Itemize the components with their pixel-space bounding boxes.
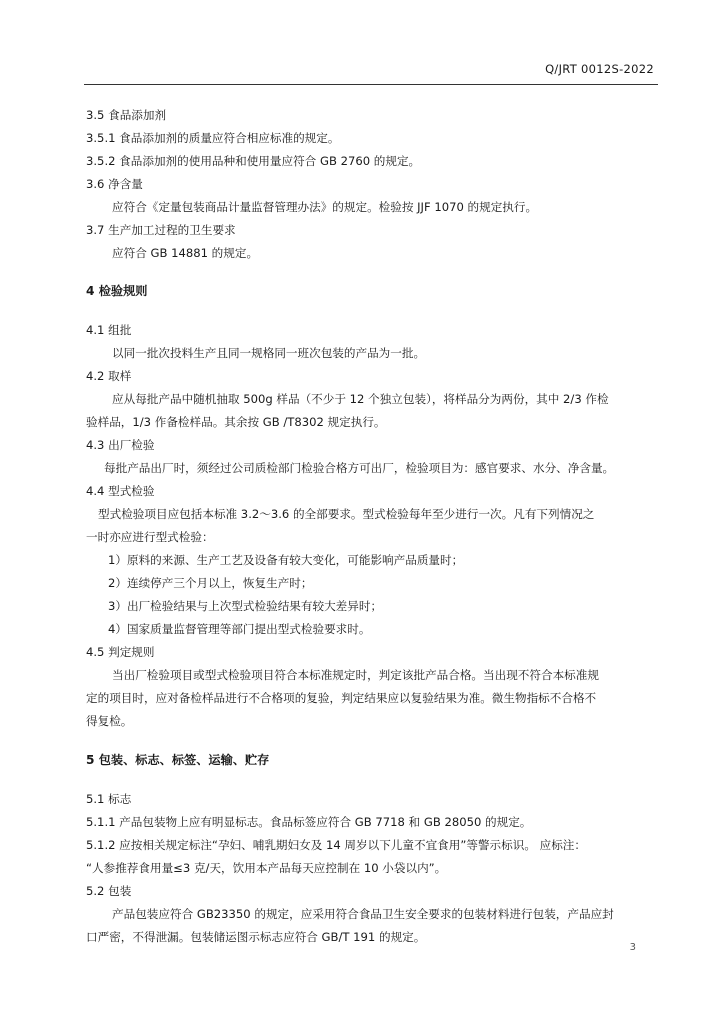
list-item: 3）出厂检验结果与上次型式检验结果有较大差异时； — [108, 599, 383, 613]
clause-text: 一时亦应进行型式检验： — [86, 530, 214, 544]
page-number: 3 — [629, 942, 636, 953]
list-item: 1）原料的来源、生产工艺及设备有较大变化，可能影响产品质量时； — [108, 553, 464, 567]
clause-3-5-2: 3.5.2 食品添加剂的使用品种和使用量应符合 GB 2760 的规定。 — [86, 154, 421, 168]
clause-text: 验样品，1/3 作备检样品。其余按 GB /T8302 规定执行。 — [86, 415, 386, 429]
document-code: Q/JRT 0012S-2022 — [545, 62, 654, 76]
section-heading-3-6: 3.6 净含量 — [86, 177, 143, 191]
chapter-heading-4: 4 检验规则 — [86, 284, 148, 298]
clause-5-1-2: 5.1.2 应按相关规定标注“孕妇、哺乳期妇女及 14 周岁以下儿童不宜食用”等警示标识。 应标注： — [86, 838, 586, 852]
section-heading-4-3: 4.3 出厂检验 — [86, 438, 155, 452]
clause-text: 每批产品出厂时，须经过公司质检部门检验合格方可出厂，检验项目为：感官要求、水分、净含量。 — [104, 461, 615, 475]
clause-text: 定的项目时，应对备检样品进行不合格项的复验，判定结果应以复验结果为准。微生物指标不合格不 — [86, 691, 597, 705]
clause-text: 口严密，不得泄漏。包装储运图示标志应符合 GB/T 191 的规定。 — [86, 930, 426, 944]
section-heading-3-5: 3.5 食品添加剂 — [86, 108, 167, 122]
clause-text: 得复检。 — [86, 714, 133, 728]
section-heading-4-5: 4.5 判定规则 — [86, 645, 155, 659]
section-heading-5-1: 5.1 标志 — [86, 792, 132, 806]
section-heading-4-4: 4.4 型式检验 — [86, 484, 155, 498]
section-heading-4-1: 4.1 组批 — [86, 323, 132, 337]
clause-text: 应符合《定量包装商品计量监督管理办法》的规定。检验按 JJF 1070 的规定执行。 — [112, 200, 538, 214]
chapter-heading-5: 5 包装、标志、标签、运输、贮存 — [86, 753, 270, 767]
section-heading-5-2: 5.2 包装 — [86, 884, 132, 898]
clause-text: “人参推荐食用量≤3 克/天，饮用本产品每天应控制在 10 小袋以内”。 — [86, 861, 447, 875]
clause-text: 以同一批次投料生产且同一规格同一班次包装的产品为一批。 — [112, 346, 426, 360]
clause-text: 当出厂检验项目或型式检验项目符合本标准规定时，判定该批产品合格。当出现不符合本标准规 — [112, 668, 599, 682]
section-heading-3-7: 3.7 生产加工过程的卫生要求 — [86, 223, 236, 237]
clause-3-5-1: 3.5.1 食品添加剂的质量应符合相应标准的规定。 — [86, 131, 340, 145]
list-item: 4）国家质量监督管理等部门提出型式检验要求时。 — [108, 622, 371, 636]
clause-5-1-1: 5.1.1 产品包装物上应有明显标志。食品标签应符合 GB 7718 和 GB 28050 的规定。 — [86, 815, 532, 829]
clause-text: 型式检验项目应包括本标准 3.2～3.6 的全部要求。型式检验每年至少进行一次。凡有下列情况之 — [98, 507, 595, 521]
section-heading-4-2: 4.2 取样 — [86, 369, 132, 383]
list-item: 2）连续停产三个月以上，恢复生产时； — [108, 576, 313, 590]
clause-text: 应符合 GB 14881 的规定。 — [112, 246, 259, 260]
clause-text: 产品包装应符合 GB23350 的规定，应采用符合食品卫生安全要求的包装材料进行包装，产品应封 — [112, 907, 614, 921]
clause-text: 应从每批产品中随机抽取 500g 样品（不少于 12 个独立包装），将样品分为两份，其中 2/3 作检 — [112, 392, 609, 406]
header-divider — [84, 84, 658, 85]
